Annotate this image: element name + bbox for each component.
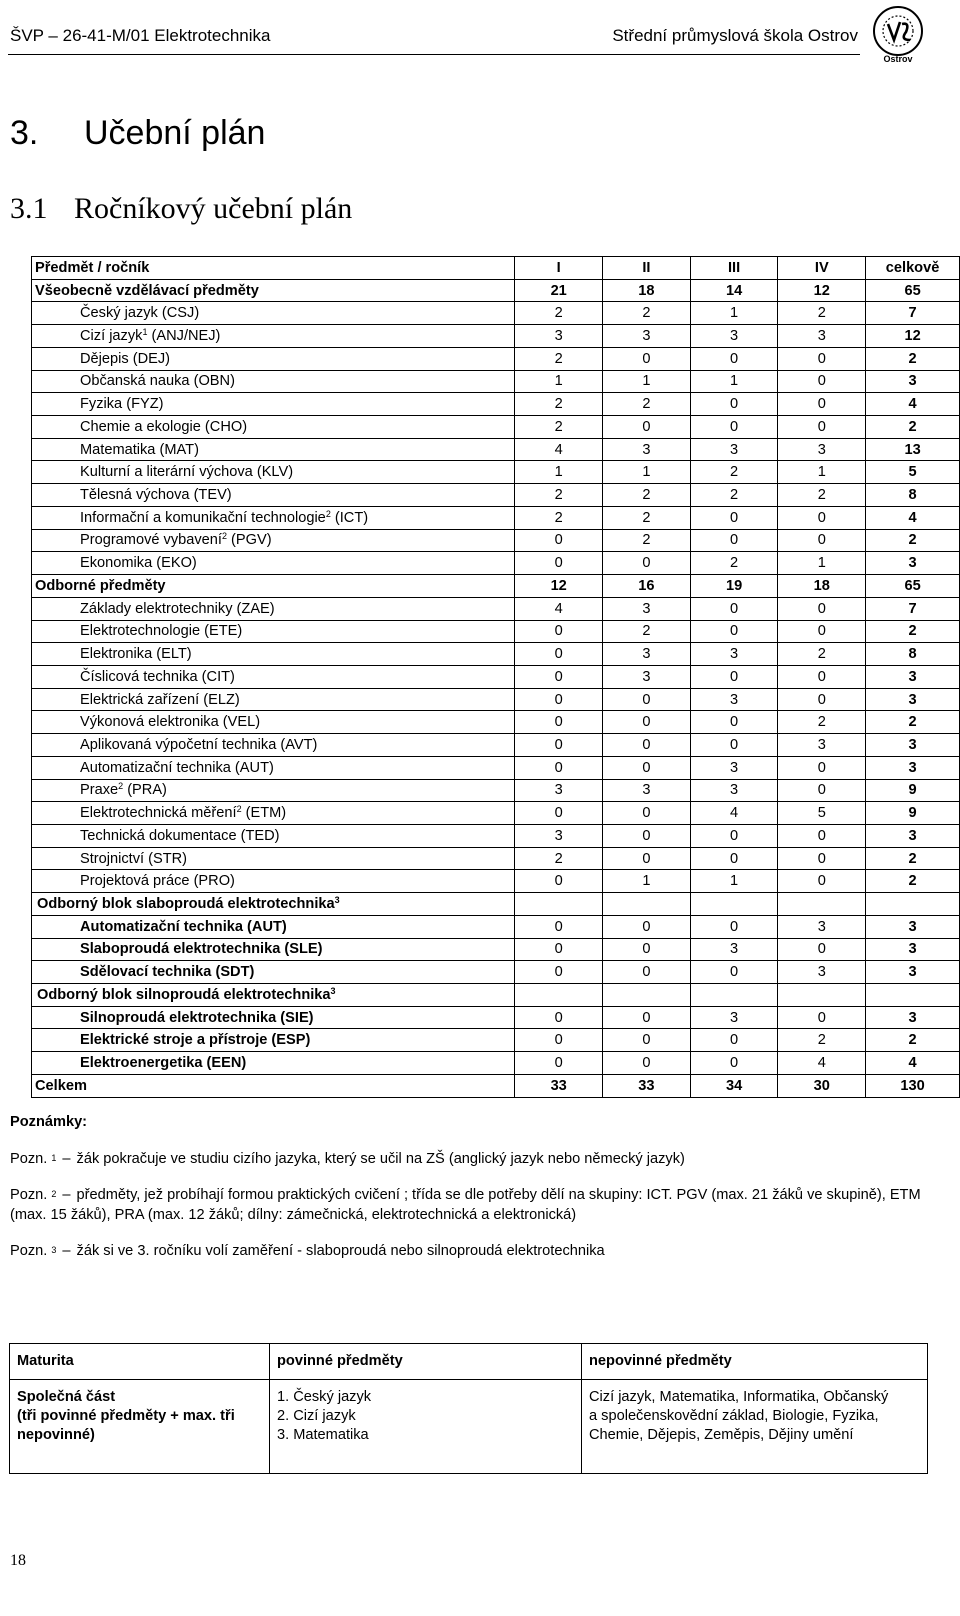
hours-cell: 2 xyxy=(515,506,603,529)
table-row xyxy=(32,824,960,847)
hours-cell: 3 xyxy=(778,438,866,461)
hours-cell: 0 xyxy=(778,620,866,643)
total-cell: 130 xyxy=(866,1074,960,1097)
hours-cell: 0 xyxy=(603,1052,691,1075)
chapter-heading xyxy=(10,114,265,153)
subject-name: Elektrická zařízení (ELZ) xyxy=(32,688,515,711)
hours-cell: 0 xyxy=(778,370,866,393)
total-cell: 3 xyxy=(866,552,960,575)
hours-cell: 0 xyxy=(778,938,866,961)
table-block-row xyxy=(32,984,960,1007)
subject-name: Kulturní a literární výchova (KLV) xyxy=(32,461,515,484)
header-divider xyxy=(8,54,860,55)
hours-cell: 0 xyxy=(515,665,603,688)
hours-cell: 14 xyxy=(690,279,778,302)
hours-cell: 0 xyxy=(603,802,691,825)
table-row xyxy=(32,870,960,893)
page-header xyxy=(10,24,858,48)
table-row xyxy=(32,347,960,370)
hours-cell: 3 xyxy=(515,325,603,348)
hours-cell: 0 xyxy=(778,688,866,711)
table-row xyxy=(32,461,960,484)
column-header: I xyxy=(515,257,603,280)
hours-cell: 0 xyxy=(778,847,866,870)
table-row xyxy=(32,688,960,711)
hours-cell: 0 xyxy=(690,1052,778,1075)
hours-cell: 3 xyxy=(690,688,778,711)
hours-cell: 2 xyxy=(515,393,603,416)
hours-cell: 30 xyxy=(778,1074,866,1097)
school-logo-icon xyxy=(866,4,930,64)
hours-cell: 3 xyxy=(778,915,866,938)
table-row xyxy=(32,1029,960,1052)
total-cell: 2 xyxy=(866,1029,960,1052)
table-group-row xyxy=(32,279,960,302)
table-row xyxy=(32,597,960,620)
hours-cell: 2 xyxy=(603,302,691,325)
hours-cell: 21 xyxy=(515,279,603,302)
hours-cell: 1 xyxy=(515,461,603,484)
subject-name: Programové vybavení$^2$ (PGV) xyxy=(32,529,515,552)
subject-name: Český jazyk (CSJ) xyxy=(32,302,515,325)
hours-cell: 0 xyxy=(515,802,603,825)
hours-cell: 0 xyxy=(778,779,866,802)
total-cell: 7 xyxy=(866,597,960,620)
section-title: Ročníkový učební plán xyxy=(74,192,353,225)
hours-cell xyxy=(778,984,866,1007)
total-cell: 3 xyxy=(866,688,960,711)
subject-name: Fyzika (FYZ) xyxy=(32,393,515,416)
hours-cell: 0 xyxy=(515,552,603,575)
subject-name: Elektronika (ELT) xyxy=(32,643,515,666)
hours-cell: 0 xyxy=(778,665,866,688)
total-cell: 9 xyxy=(866,802,960,825)
note-2: Pozn. $^2$ – předměty, jež probíhají formou praktických cvičení ; třída se dle potřeby dělí na skupiny: ICT. PGV (max. 21 žáků ve skupině), ETM (max. 15 žáků), PRA (max. 12 žáků; dílny: zámečnická, elektrotechnická a elektronická) xyxy=(10,1187,921,1223)
hours-cell: 0 xyxy=(603,938,691,961)
subject-name: Občanská nauka (OBN) xyxy=(32,370,515,393)
hours-cell: 1 xyxy=(603,370,691,393)
hours-cell xyxy=(515,984,603,1007)
column-header: III xyxy=(690,257,778,280)
hours-cell: 3 xyxy=(603,325,691,348)
maturita-table xyxy=(9,1343,928,1474)
subject-name: Chemie a ekologie (CHO) xyxy=(32,416,515,439)
hours-cell: 0 xyxy=(515,688,603,711)
total-cell: 3 xyxy=(866,734,960,757)
notes-label: Poznámky: xyxy=(10,1114,88,1130)
total-cell: 9 xyxy=(866,779,960,802)
hours-cell: 0 xyxy=(515,529,603,552)
hours-cell: 2 xyxy=(603,393,691,416)
maturita-optional-subjects: Cizí jazyk, Matematika, Informatika, Občanský a společenskovědní základ, Biologie, Fyzika, Chemie, Dějepis, Zeměpis, Dějiny umění xyxy=(582,1380,928,1474)
table-row xyxy=(32,938,960,961)
table-row xyxy=(32,506,960,529)
total-cell: 2 xyxy=(866,620,960,643)
hours-cell: 0 xyxy=(603,756,691,779)
subject-name: Elektrické stroje a přístroje (ESP) xyxy=(32,1029,515,1052)
subject-name: Odborné předměty xyxy=(32,575,515,598)
hours-cell: 16 xyxy=(603,575,691,598)
total-cell: 13 xyxy=(866,438,960,461)
hours-cell: 2 xyxy=(515,416,603,439)
total-cell: 3 xyxy=(866,938,960,961)
table-group-row xyxy=(32,575,960,598)
hours-cell xyxy=(778,893,866,916)
hours-cell: 0 xyxy=(515,643,603,666)
hours-cell: 3 xyxy=(690,643,778,666)
hours-cell: 4 xyxy=(515,597,603,620)
hours-cell: 2 xyxy=(778,711,866,734)
subject-name: Praxe$^2$ (PRA) xyxy=(32,779,515,802)
section-number: 3.1 xyxy=(10,192,48,225)
hours-cell: 0 xyxy=(690,915,778,938)
hours-cell: 3 xyxy=(778,734,866,757)
hours-cell: 0 xyxy=(603,847,691,870)
table-row xyxy=(32,325,960,348)
maturita-header-row xyxy=(10,1344,928,1380)
table-row xyxy=(32,416,960,439)
hours-cell: 0 xyxy=(690,824,778,847)
subject-name: Automatizační technika (AUT) xyxy=(32,756,515,779)
table-row xyxy=(32,643,960,666)
hours-cell: 0 xyxy=(515,620,603,643)
hours-cell: 1 xyxy=(603,870,691,893)
total-cell: 4 xyxy=(866,393,960,416)
total-cell: 7 xyxy=(866,302,960,325)
hours-cell: 0 xyxy=(603,416,691,439)
hours-cell: 19 xyxy=(690,575,778,598)
curriculum-table xyxy=(31,256,960,1098)
hours-cell: 0 xyxy=(690,529,778,552)
maturita-header: nepovinné předměty xyxy=(582,1344,928,1380)
hours-cell: 2 xyxy=(603,529,691,552)
maturita-header: povinné předměty xyxy=(270,1344,582,1380)
total-cell: 4 xyxy=(866,506,960,529)
hours-cell: 0 xyxy=(603,711,691,734)
total-cell: 3 xyxy=(866,756,960,779)
subject-name: Informační a komunikační technologie$^2$ (ICT) xyxy=(32,506,515,529)
hours-cell: 0 xyxy=(690,711,778,734)
hours-cell: 0 xyxy=(778,529,866,552)
maturita-body-row xyxy=(10,1380,928,1474)
maturita-common-part: Společná část (tři povinné předměty + max. tři nepovinné) xyxy=(10,1380,270,1474)
subject-name: Dějepis (DEJ) xyxy=(32,347,515,370)
hours-cell: 3 xyxy=(690,325,778,348)
hours-cell: 0 xyxy=(690,961,778,984)
hours-cell: 0 xyxy=(603,734,691,757)
total-cell: 3 xyxy=(866,824,960,847)
total-cell xyxy=(866,984,960,1007)
hours-cell: 0 xyxy=(515,711,603,734)
total-cell: 2 xyxy=(866,711,960,734)
hours-cell: 5 xyxy=(778,802,866,825)
hours-cell: 0 xyxy=(515,1006,603,1029)
hours-cell: 2 xyxy=(778,302,866,325)
hours-cell: 2 xyxy=(690,461,778,484)
subject-name: Strojnictví (STR) xyxy=(32,847,515,870)
subject-name: Sdělovací technika (SDT) xyxy=(32,961,515,984)
table-row xyxy=(32,847,960,870)
subject-name: Elektroenergetika (EEN) xyxy=(32,1052,515,1075)
maturita-mandatory-subjects: 1. Český jazyk 2. Cizí jazyk 3. Matematika xyxy=(270,1380,582,1474)
total-cell: 3 xyxy=(866,915,960,938)
hours-cell: 0 xyxy=(515,1052,603,1075)
hours-cell: 1 xyxy=(778,552,866,575)
hours-cell: 33 xyxy=(603,1074,691,1097)
hours-cell: 0 xyxy=(690,665,778,688)
hours-cell: 0 xyxy=(603,961,691,984)
hours-cell: 3 xyxy=(690,438,778,461)
hours-cell: 1 xyxy=(778,461,866,484)
table-row xyxy=(32,393,960,416)
section-heading xyxy=(10,192,352,226)
hours-cell: 3 xyxy=(690,756,778,779)
total-cell: 5 xyxy=(866,461,960,484)
column-header: II xyxy=(603,257,691,280)
maturita-header: Maturita xyxy=(10,1344,270,1380)
hours-cell: 0 xyxy=(690,416,778,439)
hours-cell: 2 xyxy=(778,1029,866,1052)
hours-cell: 3 xyxy=(690,1006,778,1029)
hours-cell: 34 xyxy=(690,1074,778,1097)
hours-cell: 12 xyxy=(778,279,866,302)
hours-cell: 0 xyxy=(515,915,603,938)
hours-cell: 2 xyxy=(778,484,866,507)
hours-cell: 0 xyxy=(515,961,603,984)
hours-cell: 1 xyxy=(515,370,603,393)
table-row xyxy=(32,370,960,393)
table-row xyxy=(32,1006,960,1029)
subject-name: Cizí jazyk$^1$ (ANJ/NEJ) xyxy=(32,325,515,348)
hours-cell: 3 xyxy=(603,643,691,666)
table-row xyxy=(32,734,960,757)
hours-cell: 18 xyxy=(778,575,866,598)
hours-cell: 12 xyxy=(515,575,603,598)
hours-cell: 0 xyxy=(603,915,691,938)
chapter-title: Učební plán xyxy=(84,114,266,152)
total-cell: 12 xyxy=(866,325,960,348)
hours-cell: 0 xyxy=(603,1006,691,1029)
hours-cell: 4 xyxy=(690,802,778,825)
hours-cell: 2 xyxy=(778,643,866,666)
subject-name: Automatizační technika (AUT) xyxy=(32,915,515,938)
total-cell: 2 xyxy=(866,847,960,870)
total-cell: 65 xyxy=(866,279,960,302)
hours-cell: 2 xyxy=(603,506,691,529)
hours-cell: 0 xyxy=(603,688,691,711)
note-1: Pozn. $^1$ – žák pokračuje ve studiu cizího jazyka, který se učil na ZŠ (anglický jazyk nebo německý jazyk) xyxy=(10,1151,685,1167)
total-cell: 2 xyxy=(866,870,960,893)
page-number: 18 xyxy=(10,1552,26,1569)
subject-name: Odborný blok silnoproudá elektrotechnika$^3$ xyxy=(32,984,515,1007)
subject-name: Technická dokumentace (TED) xyxy=(32,824,515,847)
hours-cell: 2 xyxy=(603,484,691,507)
hours-cell: 4 xyxy=(515,438,603,461)
hours-cell: 3 xyxy=(690,779,778,802)
total-cell: 3 xyxy=(866,665,960,688)
hours-cell: 0 xyxy=(778,756,866,779)
hours-cell: 0 xyxy=(778,416,866,439)
column-header: Předmět / ročník xyxy=(32,257,515,280)
table-row xyxy=(32,302,960,325)
hours-cell: 0 xyxy=(603,824,691,847)
hours-cell: 0 xyxy=(603,347,691,370)
hours-cell: 3 xyxy=(603,597,691,620)
table-header-row xyxy=(32,257,960,280)
table-row xyxy=(32,779,960,802)
table-row xyxy=(32,438,960,461)
header-program: ŠVP – 26-41-M/01 Elektrotechnika xyxy=(10,26,271,45)
hours-cell: 0 xyxy=(778,506,866,529)
total-cell: 3 xyxy=(866,370,960,393)
total-cell: 3 xyxy=(866,961,960,984)
hours-cell: 3 xyxy=(603,779,691,802)
table-row xyxy=(32,961,960,984)
hours-cell: 0 xyxy=(778,870,866,893)
subject-name: Projektová práce (PRO) xyxy=(32,870,515,893)
subject-name: Tělesná výchova (TEV) xyxy=(32,484,515,507)
subject-name: Silnoproudá elektrotechnika (SIE) xyxy=(32,1006,515,1029)
hours-cell: 0 xyxy=(690,734,778,757)
subject-name: Základy elektrotechniky (ZAE) xyxy=(32,597,515,620)
hours-cell xyxy=(515,893,603,916)
hours-cell: 0 xyxy=(690,847,778,870)
hours-cell: 1 xyxy=(690,870,778,893)
hours-cell: 0 xyxy=(515,734,603,757)
hours-cell: 0 xyxy=(690,1029,778,1052)
note-3: Pozn. $^3$ – žák si ve 3. ročníku volí zaměření - slaboproudá nebo silnoproudá elektrotechnika xyxy=(10,1243,605,1259)
table-row xyxy=(32,620,960,643)
hours-cell: 3 xyxy=(778,325,866,348)
hours-cell: 2 xyxy=(690,484,778,507)
hours-cell: 4 xyxy=(778,1052,866,1075)
hours-cell xyxy=(690,893,778,916)
table-row xyxy=(32,1052,960,1075)
subject-name: Odborný blok slaboproudá elektrotechnika$^3$ xyxy=(32,893,515,916)
subject-name: Výkonová elektronika (VEL) xyxy=(32,711,515,734)
subject-name: Všeobecně vzdělávací předměty xyxy=(32,279,515,302)
header-school: Střední průmyslová škola Ostrov xyxy=(612,26,858,45)
total-cell: 3 xyxy=(866,1006,960,1029)
hours-cell: 0 xyxy=(778,824,866,847)
subject-name: Matematika (MAT) xyxy=(32,438,515,461)
subject-name: Elektrotechnologie (ETE) xyxy=(32,620,515,643)
table-block-row xyxy=(32,893,960,916)
hours-cell: 0 xyxy=(690,347,778,370)
hours-cell: 3 xyxy=(515,779,603,802)
hours-cell: 18 xyxy=(603,279,691,302)
hours-cell: 3 xyxy=(778,961,866,984)
total-cell: 2 xyxy=(866,347,960,370)
hours-cell xyxy=(603,893,691,916)
hours-cell: 0 xyxy=(690,506,778,529)
hours-cell: 3 xyxy=(603,438,691,461)
hours-cell: 3 xyxy=(515,824,603,847)
hours-cell: 0 xyxy=(778,393,866,416)
total-cell: 65 xyxy=(866,575,960,598)
table-row xyxy=(32,756,960,779)
hours-cell: 2 xyxy=(515,484,603,507)
table-row xyxy=(32,484,960,507)
subject-name: Ekonomika (EKO) xyxy=(32,552,515,575)
hours-cell: 0 xyxy=(515,1029,603,1052)
hours-cell: 2 xyxy=(515,302,603,325)
hours-cell: 2 xyxy=(515,347,603,370)
hours-cell: 1 xyxy=(690,370,778,393)
hours-cell: 3 xyxy=(690,938,778,961)
hours-cell: 0 xyxy=(515,938,603,961)
subject-name: Elektrotechnická měření$^2$ (ETM) xyxy=(32,802,515,825)
hours-cell: 0 xyxy=(690,597,778,620)
total-cell: 2 xyxy=(866,529,960,552)
hours-cell: 0 xyxy=(515,870,603,893)
table-row xyxy=(32,529,960,552)
hours-cell: 0 xyxy=(778,347,866,370)
hours-cell xyxy=(603,984,691,1007)
chapter-number: 3. xyxy=(10,114,39,152)
hours-cell: 0 xyxy=(778,597,866,620)
logo-text: Ostrov xyxy=(883,54,913,64)
hours-cell: 0 xyxy=(778,1006,866,1029)
table-row xyxy=(32,711,960,734)
subject-name: Slaboproudá elektrotechnika (SLE) xyxy=(32,938,515,961)
table-row xyxy=(32,552,960,575)
hours-cell: 2 xyxy=(690,552,778,575)
column-header: IV xyxy=(778,257,866,280)
hours-cell: 3 xyxy=(603,665,691,688)
subject-name: Celkem xyxy=(32,1074,515,1097)
hours-cell: 1 xyxy=(690,302,778,325)
table-row xyxy=(32,915,960,938)
total-cell: 8 xyxy=(866,484,960,507)
subject-name: Číslicová technika (CIT) xyxy=(32,665,515,688)
hours-cell: 2 xyxy=(603,620,691,643)
total-cell: 8 xyxy=(866,643,960,666)
hours-cell: 33 xyxy=(515,1074,603,1097)
table-row xyxy=(32,802,960,825)
hours-cell xyxy=(690,984,778,1007)
hours-cell: 2 xyxy=(515,847,603,870)
column-header: celkově xyxy=(866,257,960,280)
total-cell xyxy=(866,893,960,916)
hours-cell: 0 xyxy=(690,620,778,643)
hours-cell: 1 xyxy=(603,461,691,484)
table-group-row xyxy=(32,1074,960,1097)
total-cell: 2 xyxy=(866,416,960,439)
hours-cell: 0 xyxy=(603,552,691,575)
total-cell: 4 xyxy=(866,1052,960,1075)
table-row xyxy=(32,665,960,688)
hours-cell: 0 xyxy=(603,1029,691,1052)
hours-cell: 0 xyxy=(690,393,778,416)
hours-cell: 0 xyxy=(515,756,603,779)
subject-name: Aplikovaná výpočetní technika (AVT) xyxy=(32,734,515,757)
